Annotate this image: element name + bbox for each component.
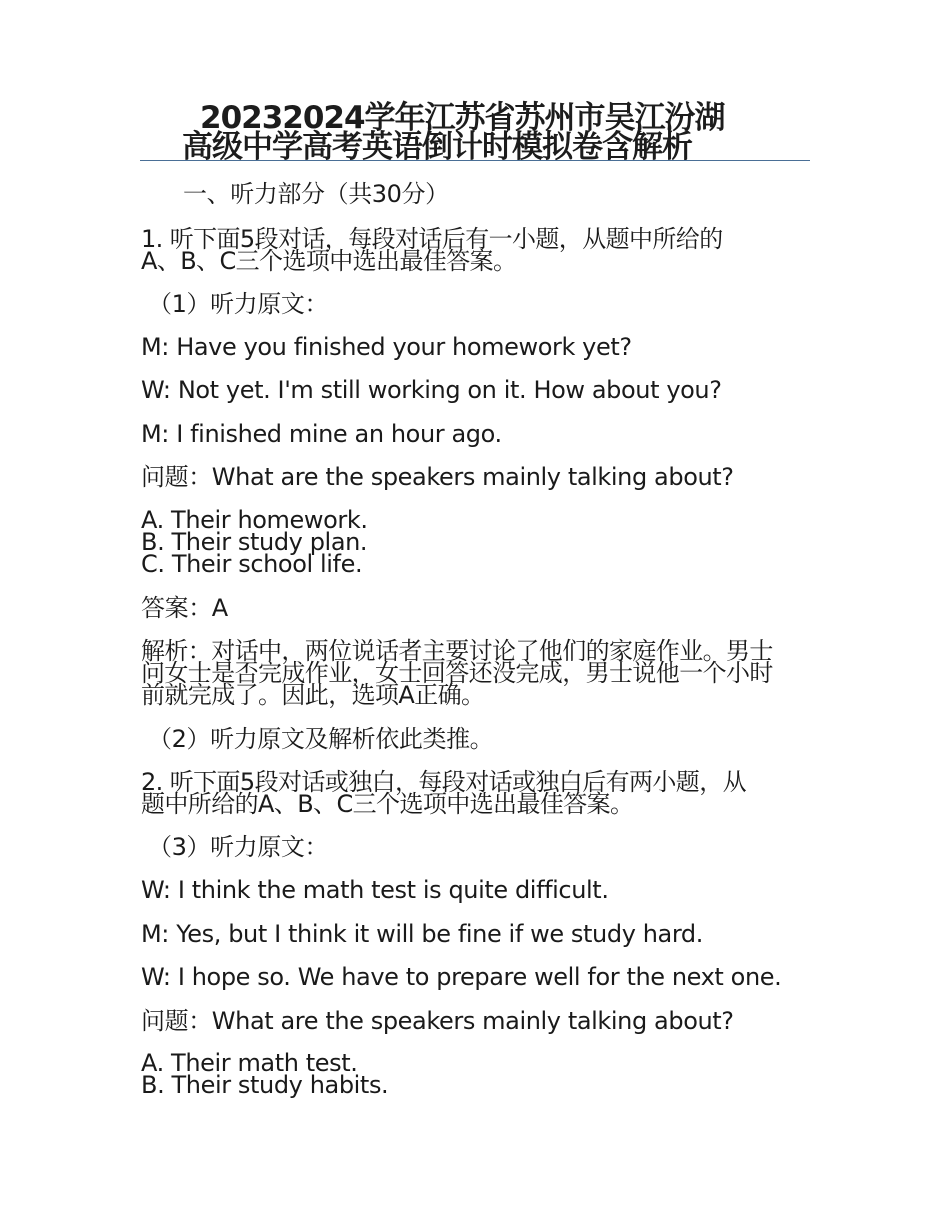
dialogue2-line: M: Yes, but I think it will be fine if we study hard. — [141, 920, 703, 948]
q1-option: C. Their school life. — [141, 550, 363, 578]
q1-option: A. Their homework. — [141, 506, 368, 534]
q2-prompt-line-2: 题中所给的A、B、C三个选项中选出最佳答案。 — [141, 790, 634, 818]
q1-option: B. Their study plan. — [141, 528, 368, 556]
dialogue2-line: W: I hope so. We have to prepare well for the next one. — [141, 963, 782, 991]
q1-prompt — [141, 225, 813, 275]
title-line-1: 20232024学年江苏省苏州市吴江汾湖 — [200, 100, 725, 136]
q1-prompt-line-1: 1. 听下面5段对话，每段对话后有一小题，从题中所给的 — [141, 225, 723, 253]
q2-option: B. Their study habits. — [141, 1071, 389, 1099]
q1-analysis-line-1: 解析：对话中，两位说话者主要讨论了他们的家庭作业。男士 — [141, 637, 773, 665]
dialogue1-line: W: Not yet. I'm still working on it. How about you? — [141, 376, 722, 404]
title-underline — [140, 160, 810, 161]
dialogue2-line: W: I think the math test is quite difficult. — [141, 876, 609, 904]
q2-prompt-line-1: 2. 听下面5段对话或独白，每段对话或独白后有两小题，从 — [141, 768, 746, 796]
dialogue1-line: M: Have you finished your homework yet? — [141, 333, 632, 361]
q1-analysis-line-3: 前就完成了。因此，选项A正确。 — [141, 681, 485, 709]
dialogue1-line: M: I finished mine an hour ago. — [141, 420, 502, 448]
q1-answer: 答案：A — [141, 594, 228, 622]
q1-analysis — [141, 637, 813, 709]
q1-analysis-line-2: 问女士是否完成作业，女士回答还没完成，男士说他一个小时 — [141, 659, 773, 687]
q2-prompt — [141, 768, 813, 818]
q2-question: 问题：What are the speakers mainly talking about? — [141, 1007, 734, 1035]
q2-sub3-label: （3）听力原文： — [148, 833, 329, 861]
q1-prompt-line-2: A、B、C三个选项中选出最佳答案。 — [141, 247, 517, 275]
q1-question: 问题：What are the speakers mainly talking about? — [141, 463, 734, 491]
q2-option: A. Their math test. — [141, 1049, 358, 1077]
q1-sub2-label: （2）听力原文及解析依此类推。 — [148, 725, 494, 753]
section-heading-listening: 一、听力部分（共30分） — [183, 180, 449, 208]
title-line-2: 高级中学高考英语倒计时模拟卷含解析 — [182, 129, 692, 165]
q1-sub1-label: （1）听力原文： — [148, 290, 329, 318]
document-title — [140, 100, 810, 165]
